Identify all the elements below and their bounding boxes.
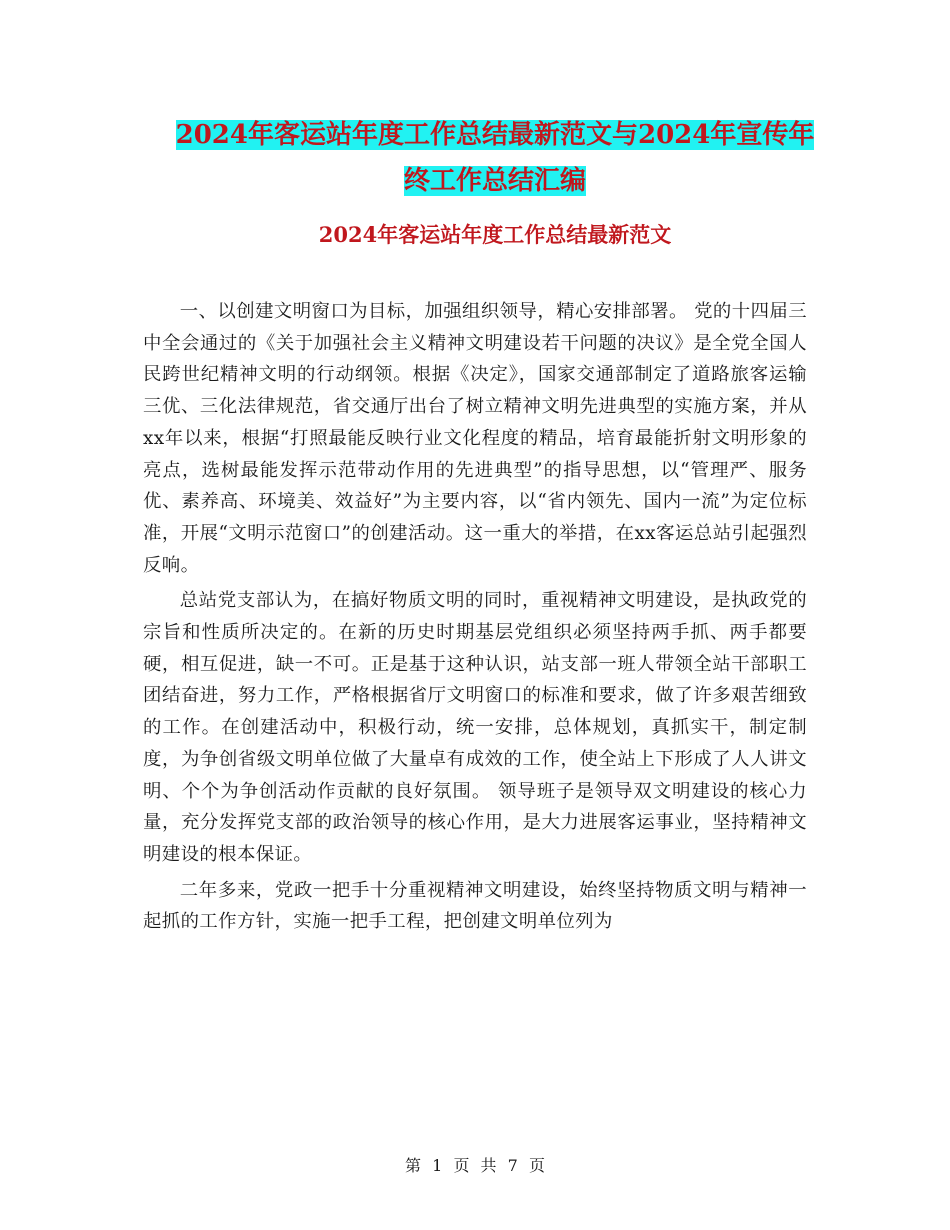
- paragraph-2: 总站党支部认为，在搞好物质文明的同时，重视精神文明建设，是执政党的宗旨和性质所决定的。在新的历史时期基层党组织必须坚持两手抓、两手都要硬，相互促进，缺一不可。正是基于这种认识，站支部一班人带领全站干部职工团结奋进，努力工作，严格根据省厅文明窗口的标准和要求，做了许多艰苦细致的工作。在创建活动中，积极行动，统一安排，总体规划，真抓实干，制定制度，为争创省级文明单位做了大量卓有成效的工作，使全站上下形成了人人讲文明、个个为争创活动作贡献的良好氛围。 领导班子是领导双文明建设的核心力量，充分发挥党支部的政治领导的核心作用，是大力进展客运事业，坚持精神文明建设的根本保证。: [143, 590, 807, 865]
- document-title-line2: 终工作总结汇编: [403, 166, 586, 196]
- document-title: [140, 112, 850, 204]
- footer-label-page-unit: 页: [453, 1156, 470, 1175]
- document-body: [143, 296, 807, 942]
- footer-label-total-unit: 页: [528, 1156, 545, 1175]
- footer-label-page: 第: [405, 1156, 422, 1175]
- page-footer: [0, 1155, 950, 1177]
- footer-current-page: 1: [432, 1156, 443, 1175]
- section-title: 2024年客运站年度工作总结最新范文: [318, 222, 672, 247]
- paragraph-1: 一、以创建文明窗口为目标，加强组织领导，精心安排部署。 党的十四届三中全会通过的《关于加强社会主义精神文明建设若干问题的决议》是全党全国人民跨世纪精神文明的行动纲领。根据《决定》，国家交通部制定了道路旅客运输三优、三化法律规范，省交通厅出台了树立精神文明先进典型的实施方案，并从xx年以来，根据“打照最能反映行业文化程度的精品，培育最能折射文明形象的亮点，选树最能发挥示范带动作用的先进典型”的指导思想，以“管理严、服务优、素养高、环境美、效益好”为主要内容，以“省内领先、国内一流”为定位标准，开展“文明示范窗口”的创建活动。这一重大的举措，在xx客运总站引起强烈反响。: [143, 301, 807, 576]
- footer-total-pages: 7: [507, 1156, 518, 1175]
- document-title-line1: 2024年客运站年度工作总结最新范文与2024年宣传年: [175, 120, 815, 150]
- footer-label-total: 共: [480, 1156, 497, 1175]
- paragraph-3: 二年多来，党政一把手十分重视精神文明建设，始终坚持物质文明与精神一起抓的工作方针，实施一把手工程，把创建文明单位列为: [143, 879, 807, 933]
